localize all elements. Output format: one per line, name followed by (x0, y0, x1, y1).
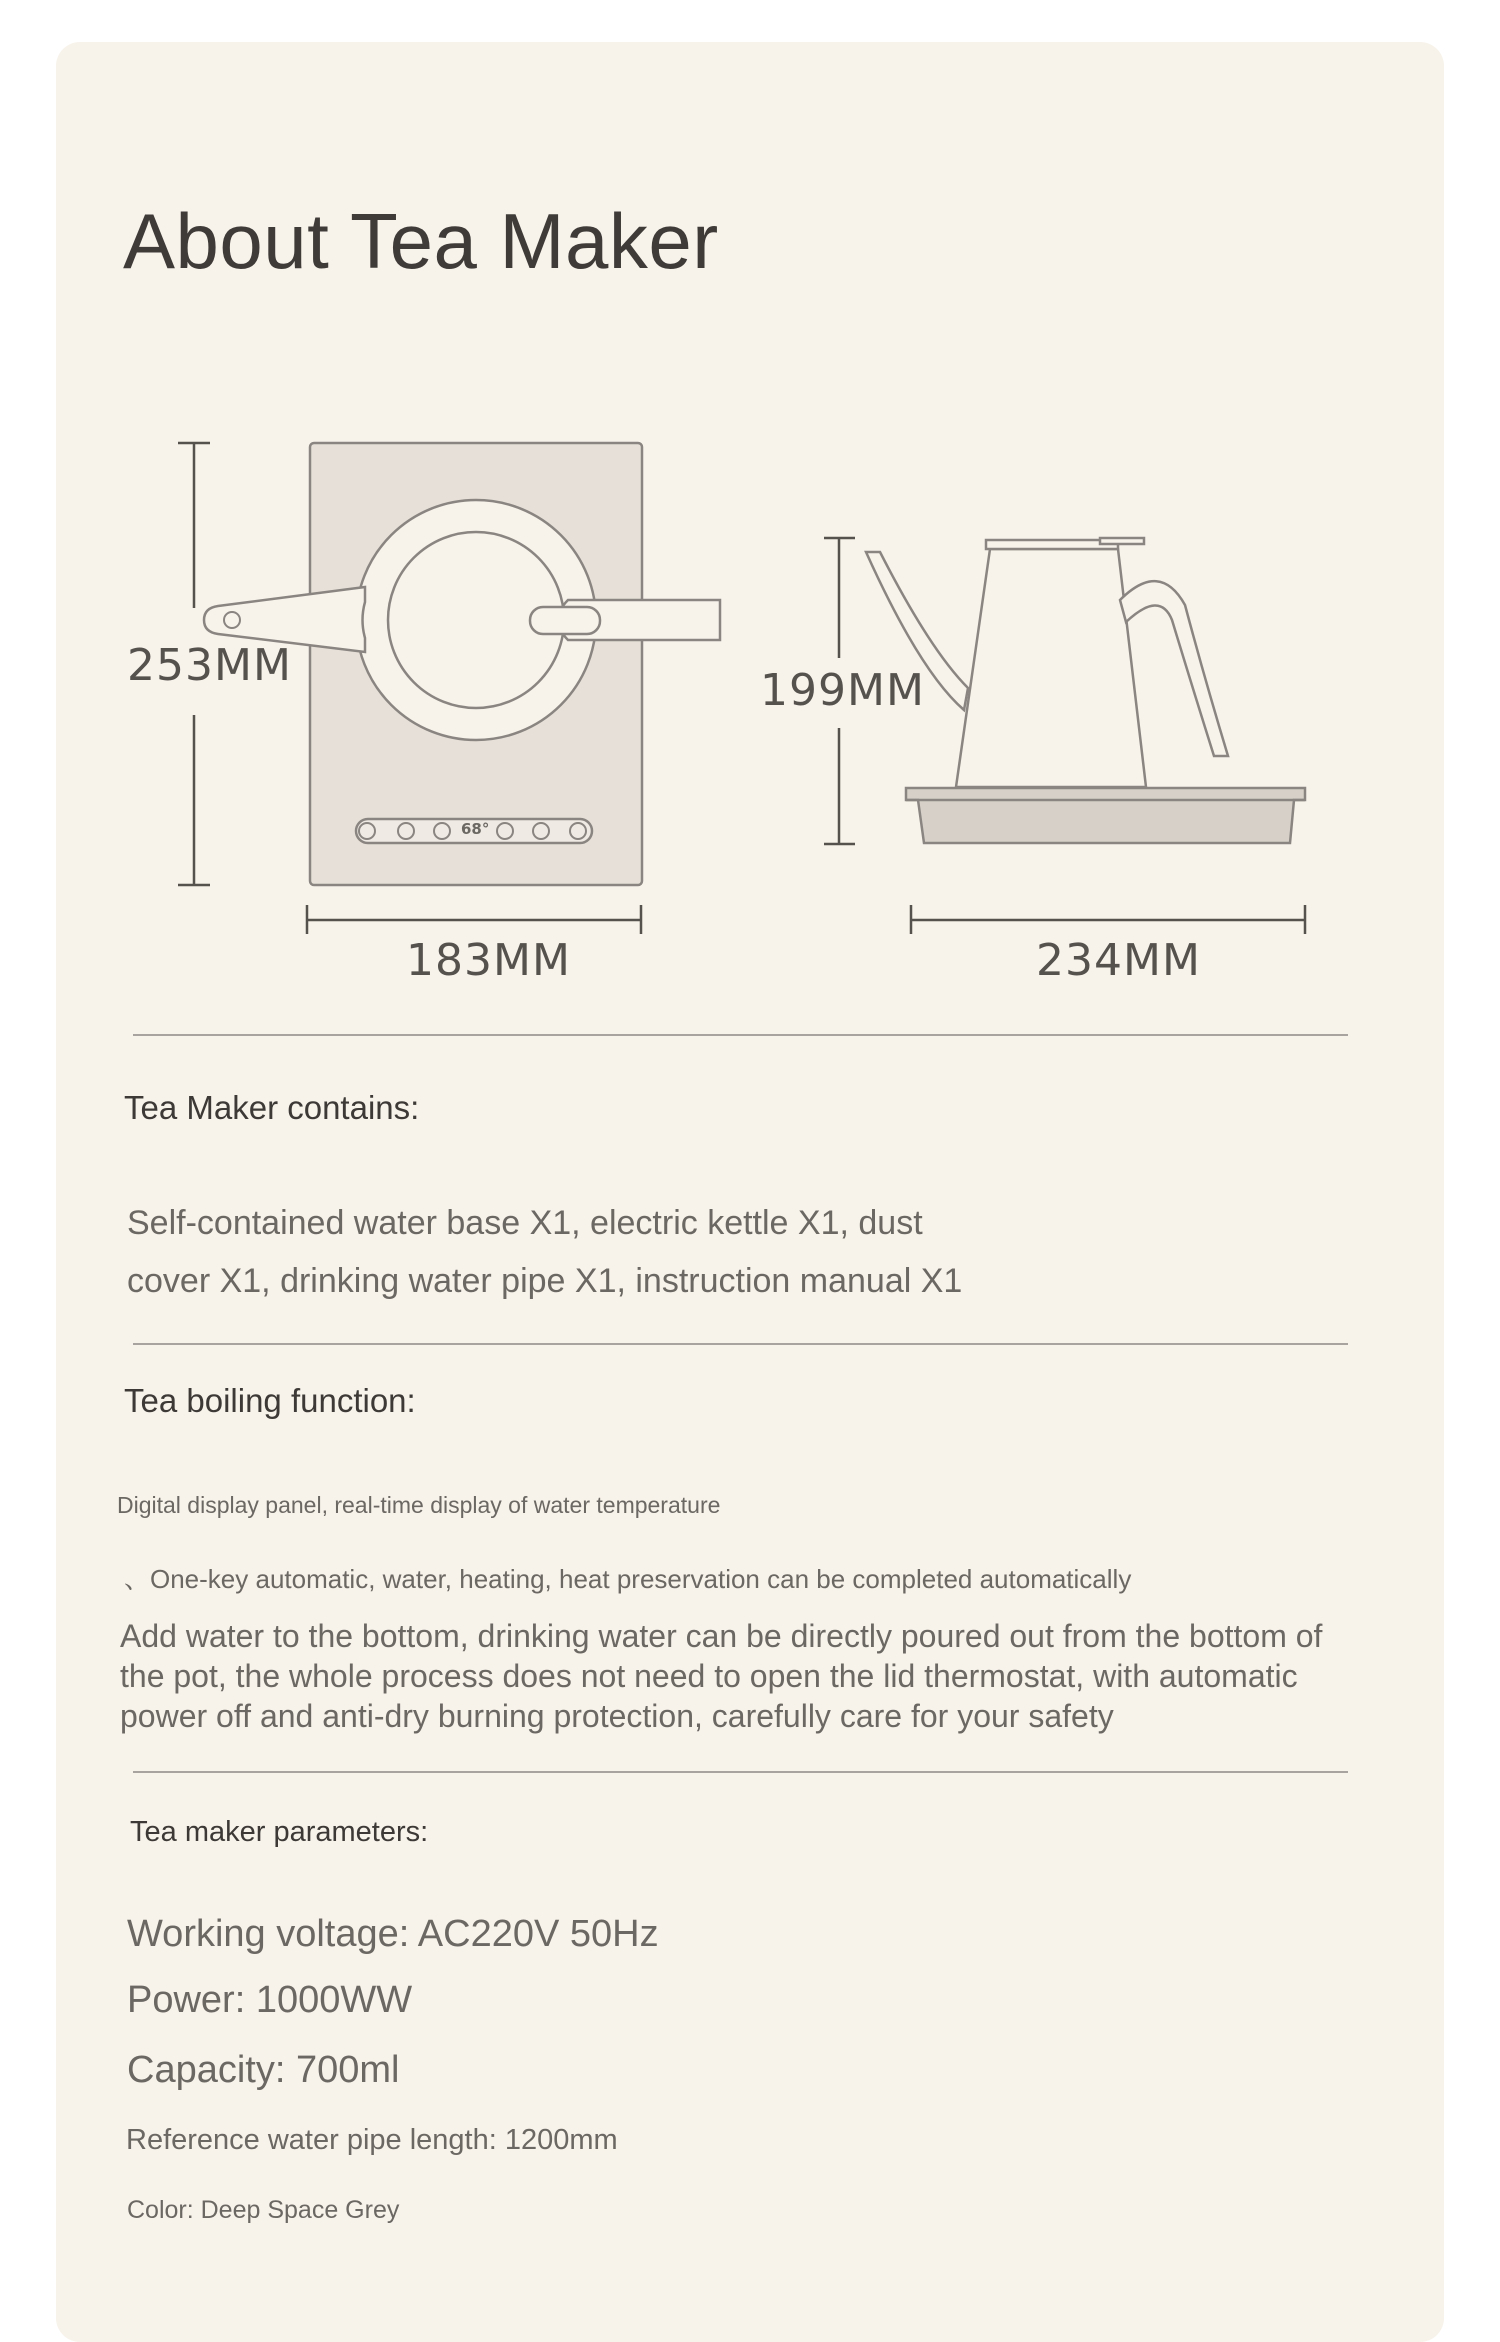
param-voltage: Working voltage: AC220V 50Hz (127, 1913, 659, 1955)
panel-temperature-readout: 68° (461, 820, 490, 838)
contains-line-1: Self-contained water base X1, electric kettle X1, dust (127, 1204, 923, 1242)
kettle-width-dimension-line (911, 905, 1305, 934)
param-capacity: Capacity: 700ml (127, 2049, 400, 2091)
param-color: Color: Deep Space Grey (127, 2196, 400, 2224)
divider (133, 1343, 1348, 1345)
param-power: Power: 1000WW (127, 1979, 413, 2021)
kettle-width-label: 234MM (1036, 935, 1201, 986)
kettle-height-label: 199MM (760, 665, 925, 716)
dimension-diagram (0, 0, 1500, 1000)
contains-heading: Tea Maker contains: (124, 1089, 420, 1126)
page-title: About Tea Maker (123, 197, 719, 285)
base-width-label: 183MM (406, 935, 571, 986)
parameters-heading: Tea maker parameters: (130, 1816, 429, 1848)
base-height-label: 253MM (127, 640, 292, 691)
kettle-side-view (866, 538, 1305, 843)
param-pipe-length: Reference water pipe length: 1200mm (126, 2124, 618, 2156)
base-width-dimension-line (307, 905, 641, 934)
divider (133, 1771, 1348, 1773)
function-item-3: Add water to the bottom, drinking water can be directly poured out from the bottom of the pot, the whole process does not need to open the lid thermostat, with automatic power off and anti-dry burning protection, carefully care for your safety (120, 1618, 1323, 1734)
function-heading: Tea boiling function: (124, 1382, 416, 1419)
contains-line-2: cover X1, drinking water pipe X1, instruction manual X1 (127, 1262, 963, 1300)
divider (133, 1034, 1348, 1036)
function-item-2: 、One-key automatic, water, heating, heat preservation can be completed automatically (124, 1564, 1132, 1594)
contains-text (127, 1194, 962, 1310)
function-item-1: Digital display panel, real-time display of water temperature (117, 1492, 721, 1518)
